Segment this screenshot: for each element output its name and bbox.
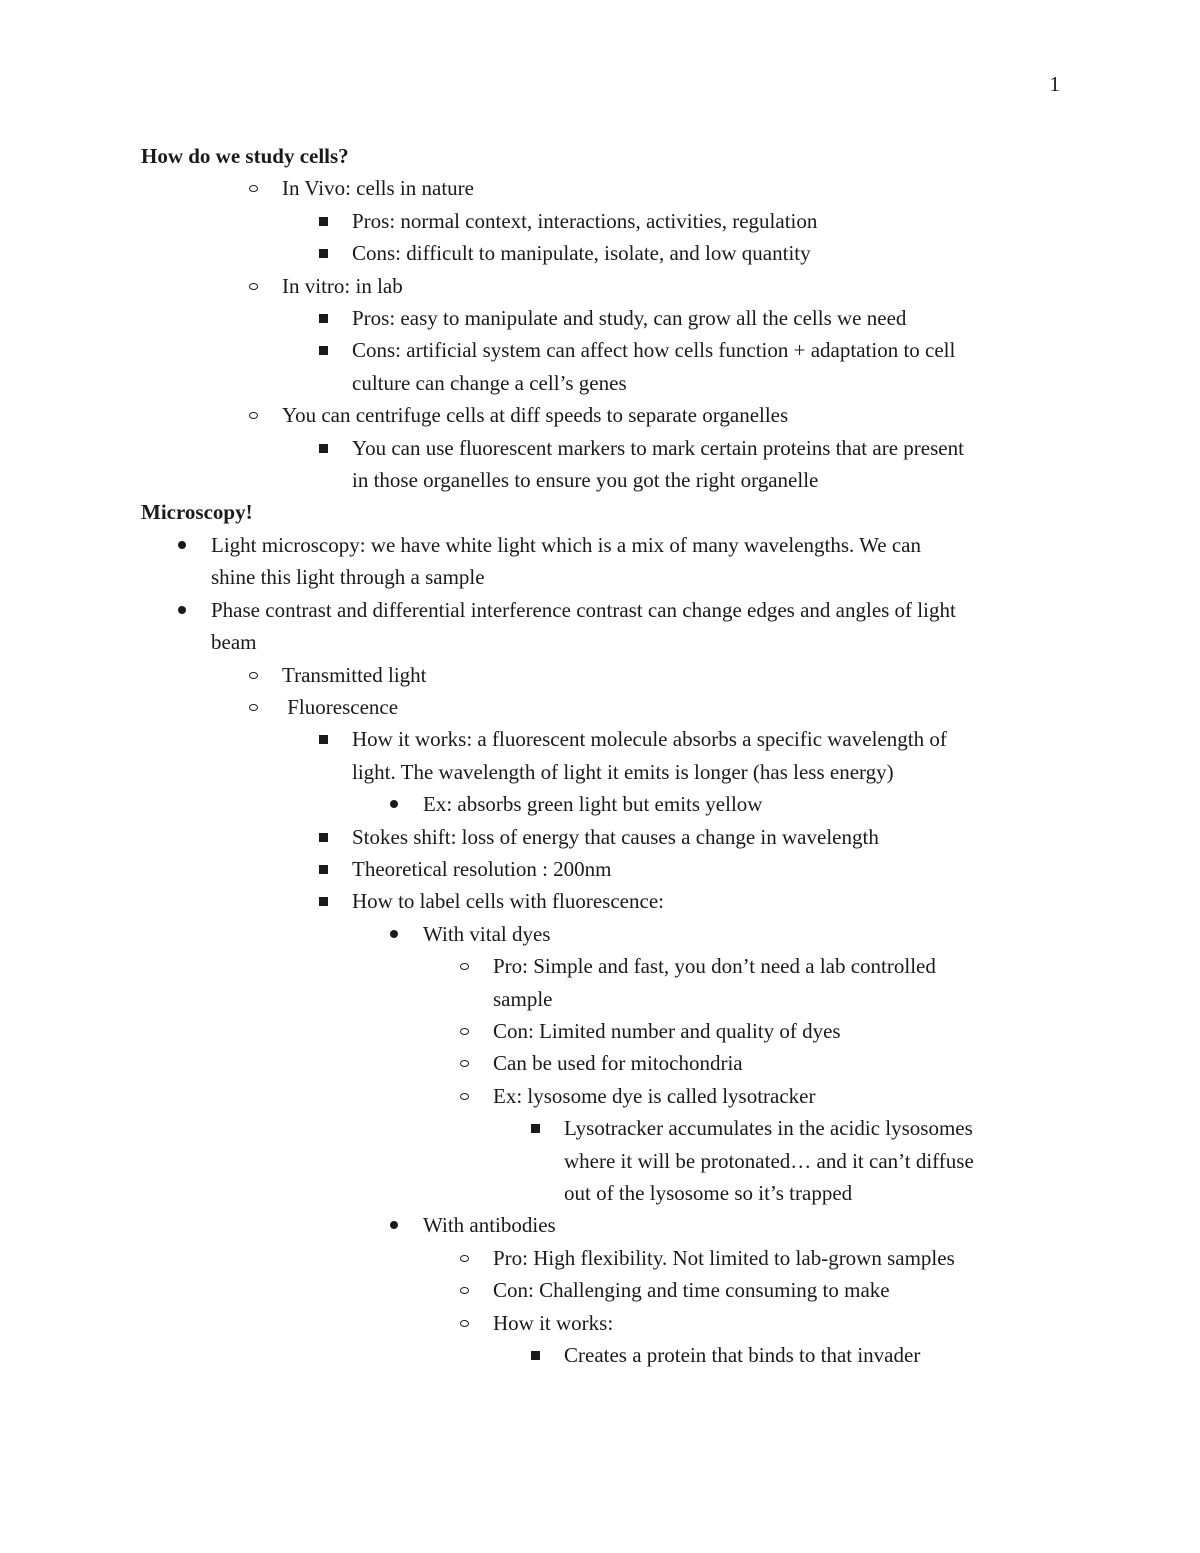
- item-text: Ex: absorbs green light but emits yellow: [423, 792, 763, 817]
- item-text: In Vivo: cells in nature: [282, 176, 474, 201]
- item-text: Can be used for mitochondria: [493, 1051, 743, 1076]
- item-text: shine this light through a sample: [211, 565, 485, 590]
- item-text: How to label cells with fluorescence:: [352, 889, 664, 914]
- list-item: [141, 756, 1061, 788]
- filled-circle-bullet-icon: [178, 606, 186, 614]
- item-text: You can centrifuge cells at diff speeds to separate organelles: [282, 403, 789, 428]
- square-bullet-icon: [319, 314, 328, 323]
- list-item: [141, 659, 1061, 691]
- item-text: out of the lysosome so it’s trapped: [564, 1181, 853, 1205]
- item-text: in those organelles to ensure you got the right organelle: [352, 468, 819, 493]
- section-heading: [141, 140, 1061, 172]
- item-text: Ex: lysosome dye is called lysotracker: [493, 1083, 816, 1108]
- filled-circle-bullet-icon: [390, 930, 398, 938]
- list-item: [141, 950, 1061, 982]
- list-item: [141, 1177, 1061, 1209]
- list-item: [141, 1047, 1061, 1079]
- item-text: Stokes shift: loss of energy that causes a change in wavelength: [352, 824, 879, 849]
- item-text: How it works: a fluorescent molecule absorbs a specific wavelength of: [352, 727, 947, 752]
- item-text: where it will be protonated… and it can’t diffuse: [564, 1148, 974, 1173]
- section-heading: [141, 496, 1061, 528]
- square-bullet-icon: [319, 833, 328, 842]
- hollow-circle-bullet-icon: [249, 704, 258, 711]
- item-text: Transmitted light: [282, 662, 427, 687]
- list-item: [141, 205, 1061, 237]
- list-item: [141, 885, 1061, 917]
- list-item: [141, 918, 1061, 950]
- hollow-circle-bullet-icon: [249, 283, 258, 290]
- square-bullet-icon: [531, 1124, 540, 1133]
- hollow-circle-bullet-icon: [249, 672, 258, 679]
- list-item: [141, 983, 1061, 1015]
- item-text: Cons: artificial system can affect how cells function + adaptation to cell: [352, 338, 956, 363]
- page-number: 1: [1049, 72, 1060, 96]
- list-item: [141, 1015, 1061, 1047]
- item-text: beam: [211, 630, 257, 655]
- list-item: [141, 1274, 1061, 1306]
- item-text: Con: Limited number and quality of dyes: [493, 1018, 841, 1043]
- list-item: [141, 529, 1061, 561]
- heading-text: How do we study cells?: [141, 144, 349, 168]
- item-text: Phase contrast and differential interference contrast can change edges and angles of light: [211, 597, 956, 622]
- list-item: [141, 270, 1061, 302]
- notes-body: [141, 140, 1061, 1371]
- square-bullet-icon: [319, 444, 328, 453]
- square-bullet-icon: [319, 346, 328, 355]
- list-item: [141, 788, 1061, 820]
- list-item: [141, 723, 1061, 755]
- filled-circle-bullet-icon: [178, 541, 186, 549]
- item-text: Light microscopy: we have white light which is a mix of many wavelengths. We can: [211, 532, 922, 557]
- list-item: [141, 821, 1061, 853]
- square-bullet-icon: [319, 865, 328, 874]
- list-item: [141, 594, 1061, 626]
- list-item: [141, 399, 1061, 431]
- list-item: [141, 1242, 1061, 1274]
- item-text: Pro: High flexibility. Not limited to lab-grown samples: [493, 1245, 955, 1270]
- list-item: [141, 334, 1061, 366]
- item-text: Pros: easy to manipulate and study, can grow all the cells we need: [352, 306, 907, 331]
- item-text: Cons: difficult to manipulate, isolate, and low quantity: [352, 241, 811, 266]
- square-bullet-icon: [319, 249, 328, 258]
- square-bullet-icon: [319, 217, 328, 226]
- item-text: With antibodies: [423, 1213, 556, 1238]
- list-item: [141, 172, 1061, 204]
- hollow-circle-bullet-icon: [460, 1028, 469, 1035]
- item-text: Fluorescence: [282, 694, 399, 719]
- square-bullet-icon: [319, 897, 328, 906]
- item-text: In vitro: in lab: [282, 273, 403, 298]
- list-item: [141, 367, 1061, 399]
- item-text: Con: Challenging and time consuming to make: [493, 1278, 890, 1303]
- item-text: Theoretical resolution : 200nm: [352, 856, 612, 881]
- list-item: [141, 1080, 1061, 1112]
- list-item: [141, 853, 1061, 885]
- square-bullet-icon: [531, 1351, 540, 1360]
- list-item: [141, 1112, 1061, 1144]
- item-text: light. The wavelength of light it emits is longer (has less energy): [352, 759, 894, 784]
- item-text: Lysotracker accumulates in the acidic lysosomes: [564, 1116, 973, 1141]
- item-text: You can use fluorescent markers to mark certain proteins that are present: [352, 435, 964, 460]
- list-item: [141, 1307, 1061, 1339]
- list-item: [141, 1209, 1061, 1241]
- hollow-circle-bullet-icon: [460, 1255, 469, 1262]
- list-item: [141, 561, 1061, 593]
- item-text: Creates a protein that binds to that invader: [564, 1343, 921, 1368]
- item-text: culture can change a cell’s genes: [352, 370, 627, 395]
- hollow-circle-bullet-icon: [460, 1320, 469, 1327]
- square-bullet-icon: [319, 735, 328, 744]
- list-item: [141, 464, 1061, 496]
- hollow-circle-bullet-icon: [460, 1093, 469, 1100]
- list-item: [141, 1339, 1061, 1371]
- item-text: Pros: normal context, interactions, activities, regulation: [352, 208, 818, 233]
- list-item: [141, 237, 1061, 269]
- heading-text: Microscopy!: [141, 500, 253, 525]
- list-item: [141, 626, 1061, 658]
- list-item: [141, 1145, 1061, 1177]
- item-text: sample: [493, 986, 553, 1011]
- item-text: How it works:: [493, 1310, 614, 1335]
- list-item: [141, 691, 1061, 723]
- item-text: With vital dyes: [423, 921, 551, 946]
- list-item: [141, 432, 1061, 464]
- item-text: Pro: Simple and fast, you don’t need a lab controlled: [493, 954, 936, 979]
- list-item: [141, 302, 1061, 334]
